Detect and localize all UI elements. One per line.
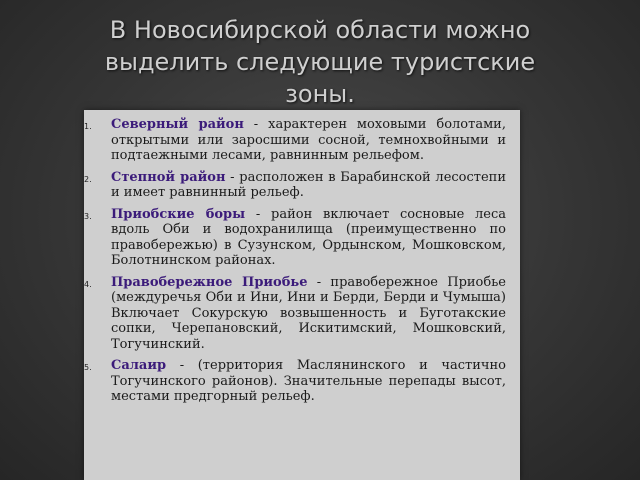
zone-number: 5. <box>84 363 92 372</box>
zone-description: - расположен в Барабинской лесостепи и имеет равнинный рельеф. <box>111 169 506 200</box>
zone-term: Приобские боры <box>111 206 246 222</box>
zone-term: Северный район <box>111 117 244 132</box>
zone-item <box>84 117 506 164</box>
zone-list <box>84 117 506 411</box>
zone-item <box>84 358 506 405</box>
zone-term: Степной район <box>111 169 226 185</box>
zone-description: - (территория Маслянинского и частично Тогучинского районов). Значительные перепады высот, местами предгорный рельеф. <box>111 358 506 404</box>
zone-description: - характерен моховыми болотами, открытыми или заросшими сосной, темнохвойными и подтаежными лесами, равнинным рельефом. <box>111 117 506 163</box>
zone-description: - район включает сосновые леса вдоль Оби и водохранилища (преимущественно по правобережью) в Сузунском, Ордынском, Мошковском, Болотнинском районах. <box>111 206 506 268</box>
slide-title: В Новосибирской области можно выделить следующие туристские зоны. <box>104 16 536 108</box>
zone-number: 4. <box>84 279 92 289</box>
zone-term: Правобережное Приобье <box>111 274 308 290</box>
zone-number: 3. <box>84 211 92 221</box>
zone-number: 1. <box>84 122 92 131</box>
zone-item <box>84 275 506 353</box>
zone-description: - правобережное Приобье (междуречья Оби и Ини, Ини и Берди, Берди и Чумыша) Включает Сокурскую возвышенность и Буготакские сопки, Черепановский, Искитимский, Мошковский, Тогучинский. <box>111 274 506 352</box>
zone-item <box>84 207 506 269</box>
zone-item <box>84 170 506 201</box>
zone-term: Салаир <box>111 358 167 373</box>
zone-number: 2. <box>84 174 92 184</box>
